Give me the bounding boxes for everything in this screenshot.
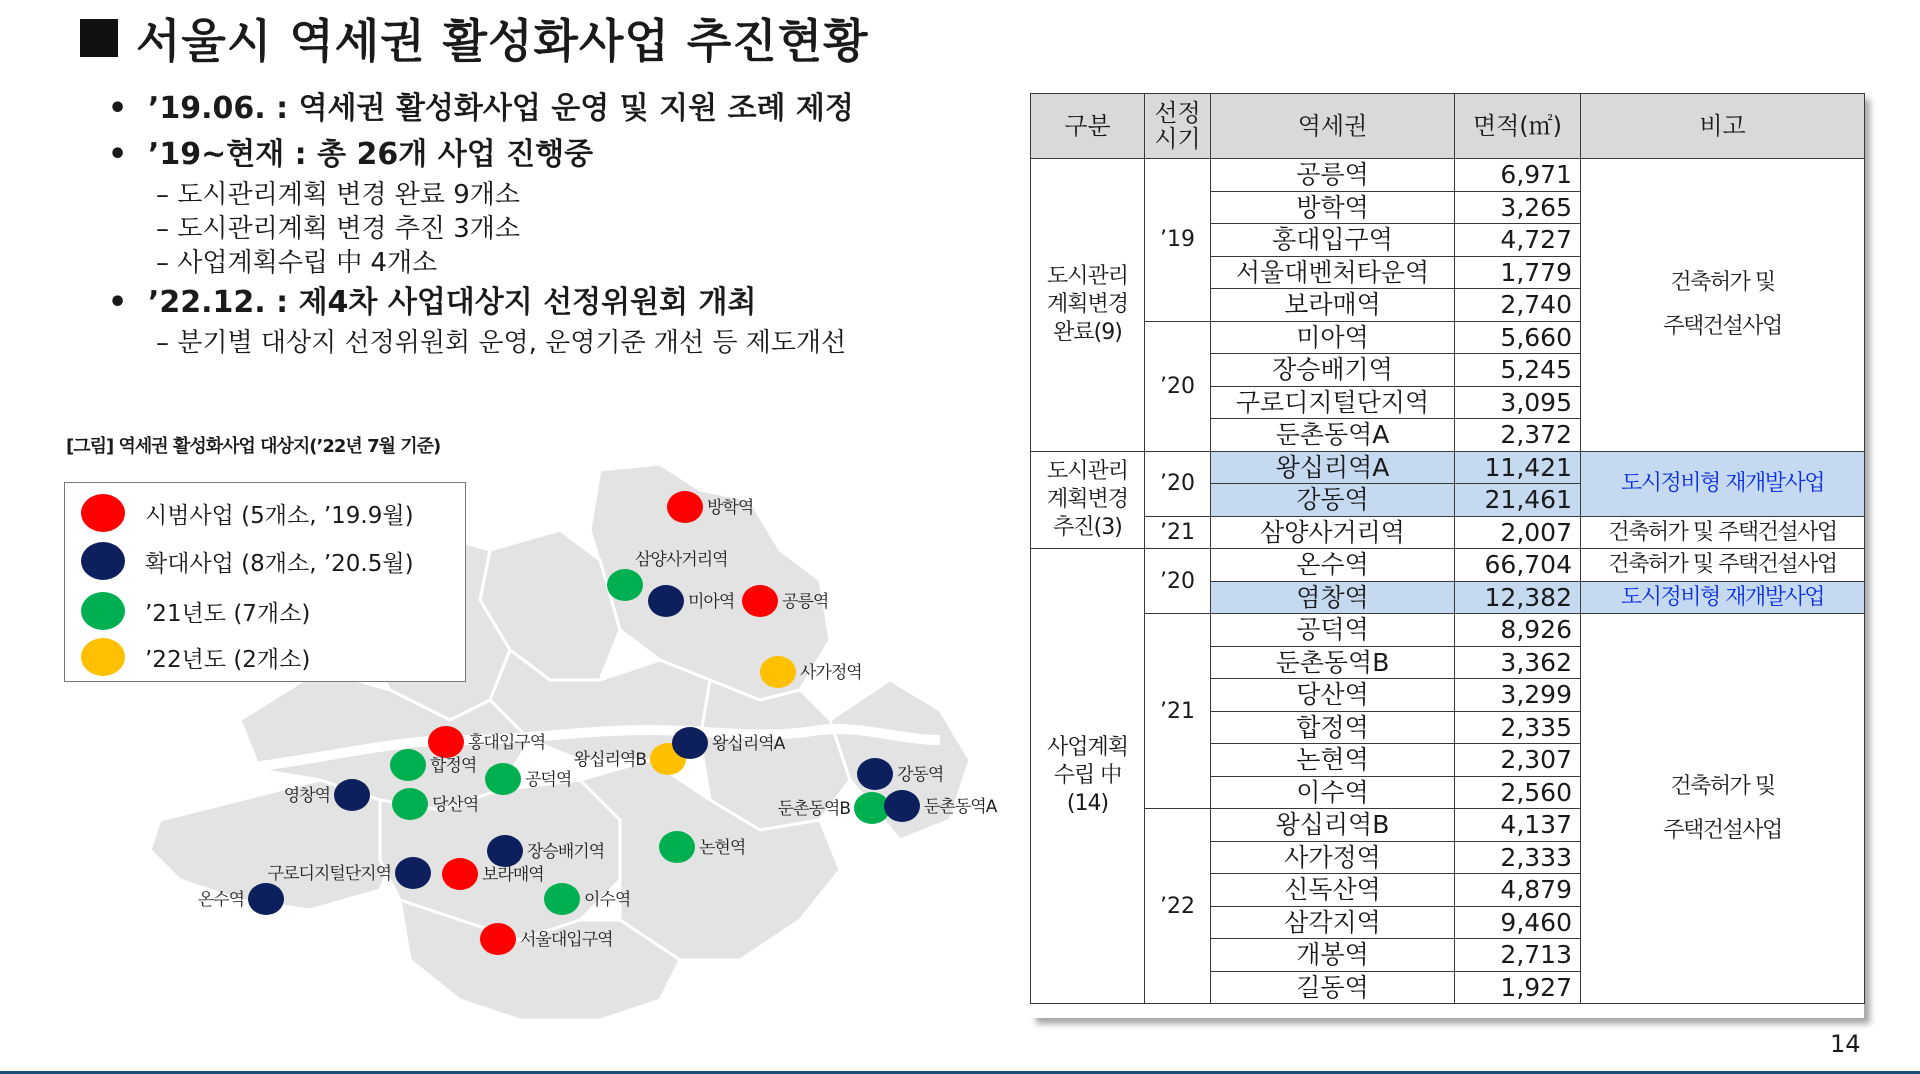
station-label: 홍대입구역 xyxy=(468,733,546,753)
page-number: 14 xyxy=(1830,1030,1861,1058)
note-text: 주택건설사업 xyxy=(1663,817,1782,843)
area-cell: 2,007 xyxy=(1455,516,1581,549)
area-cell: 12,382 xyxy=(1455,581,1581,614)
station-cell: 당산역 xyxy=(1211,679,1455,712)
col-header: 비고 xyxy=(1581,94,1865,159)
legend-label: 시범사업 (5개소, ’19.9월) xyxy=(145,502,414,529)
station-marker xyxy=(392,788,428,820)
bullet-icon: • xyxy=(108,91,128,126)
status-table-wrap xyxy=(1030,93,1864,1018)
bullet-icon: • xyxy=(108,137,128,172)
station-marker xyxy=(487,835,523,867)
note-text: 건축허가 및 xyxy=(1670,773,1775,799)
area-cell: 4,879 xyxy=(1455,874,1581,907)
station-cell: 삼양사거리역 xyxy=(1211,516,1455,549)
area-cell: 8,926 xyxy=(1455,614,1581,647)
sub-bullet: – 도시관리계획 변경 추진 3개소 xyxy=(156,214,520,244)
station-cell: 길동역 xyxy=(1211,971,1455,1004)
station-cell: 홍대입구역 xyxy=(1211,224,1455,257)
legend-navy-dot-icon xyxy=(81,542,125,580)
legend-item xyxy=(81,491,414,535)
station-label: 논현역 xyxy=(699,838,746,858)
area-cell: 5,660 xyxy=(1455,321,1581,354)
year-cell: ’21 xyxy=(1145,516,1211,549)
station-marker xyxy=(334,779,370,811)
legend-red-dot-icon xyxy=(81,494,125,532)
area-cell: 2,333 xyxy=(1455,841,1581,874)
table-row xyxy=(1031,516,1865,549)
legend-label: ’22년도 (2개소) xyxy=(145,646,311,673)
station-marker xyxy=(390,749,426,781)
station-cell: 합정역 xyxy=(1211,711,1455,744)
station-cell: 방학역 xyxy=(1211,191,1455,224)
legend-label: 확대사업 (8개소, ’20.5월) xyxy=(145,550,414,577)
legend-item xyxy=(81,635,310,679)
station-marker xyxy=(248,883,284,915)
legend-yellow-dot-icon xyxy=(81,638,125,676)
station-cell: 개봉역 xyxy=(1211,939,1455,972)
area-cell: 2,335 xyxy=(1455,711,1581,744)
area-cell: 3,265 xyxy=(1455,191,1581,224)
note-cell: 도시정비형 재개발사업 xyxy=(1581,581,1865,614)
sub-bullet: – 사업계획수립 中 4개소 xyxy=(156,248,438,278)
area-cell: 5,245 xyxy=(1455,354,1581,387)
sub-bullet: – 분기별 대상지 선정위원회 운영, 운영기준 개선 등 제도개선 xyxy=(156,328,847,358)
category-cell: 도시관리 계획변경 추진(3) xyxy=(1031,451,1145,549)
area-cell: 3,299 xyxy=(1455,679,1581,712)
area-cell: 4,727 xyxy=(1455,224,1581,257)
station-cell: 왕십리역B xyxy=(1211,809,1455,842)
station-label: 강동역 xyxy=(897,765,944,785)
station-label: 이수역 xyxy=(584,890,631,910)
bullet-list xyxy=(108,86,988,360)
year-cell: ’19 xyxy=(1145,159,1211,322)
station-marker xyxy=(659,831,695,863)
station-marker xyxy=(428,726,464,758)
col-header: 선정 시기 xyxy=(1145,94,1211,159)
station-cell: 신독산역 xyxy=(1211,874,1455,907)
station-label: 서울대입구역 xyxy=(520,930,613,950)
station-cell: 공릉역 xyxy=(1211,159,1455,192)
station-marker xyxy=(395,857,431,889)
category-cell: 사업계획 수립 中 (14) xyxy=(1031,549,1145,1004)
area-cell: 2,372 xyxy=(1455,419,1581,452)
station-label: 왕십리역B xyxy=(573,750,646,770)
station-label: 삼양사거리역 xyxy=(635,550,728,570)
table-row xyxy=(1031,159,1865,192)
station-label: 공덕역 xyxy=(525,770,572,790)
station-cell: 온수역 xyxy=(1211,549,1455,582)
station-cell: 구로디지털단지역 xyxy=(1211,386,1455,419)
station-cell: 둔촌동역A xyxy=(1211,419,1455,452)
col-header: 역세권 xyxy=(1211,94,1455,159)
map-legend xyxy=(64,482,466,682)
station-cell: 강동역 xyxy=(1211,484,1455,517)
bullet-item xyxy=(108,280,988,326)
station-label: 사가정역 xyxy=(800,663,862,683)
area-cell: 6,971 xyxy=(1455,159,1581,192)
station-marker xyxy=(480,923,516,955)
note-cell xyxy=(1581,614,1865,1004)
station-label: 합정역 xyxy=(430,756,477,776)
area-cell: 3,362 xyxy=(1455,646,1581,679)
station-cell: 논현역 xyxy=(1211,744,1455,777)
note-cell: 건축허가 및 주택건설사업 xyxy=(1581,516,1865,549)
station-marker xyxy=(884,790,920,822)
station-label: 당산역 xyxy=(432,795,479,815)
note-text: 주택건설사업 xyxy=(1663,313,1782,339)
station-marker xyxy=(648,585,684,617)
area-cell: 1,779 xyxy=(1455,256,1581,289)
year-cell: ’20 xyxy=(1145,451,1211,516)
bullet-text: ’19.06. : 역세권 활성화사업 운영 및 지원 조례 제정 xyxy=(148,91,854,126)
area-cell: 4,137 xyxy=(1455,809,1581,842)
bullet-text: ’22.12. : 제4차 사업대상지 선정위원회 개최 xyxy=(148,285,757,320)
station-cell: 둔촌동역B xyxy=(1211,646,1455,679)
area-cell: 21,461 xyxy=(1455,484,1581,517)
sub-bullet: – 도시관리계획 변경 완료 9개소 xyxy=(156,180,520,210)
table-row xyxy=(1031,614,1865,647)
station-cell: 미아역 xyxy=(1211,321,1455,354)
title-square-icon xyxy=(80,19,118,57)
station-cell: 왕십리역A xyxy=(1211,451,1455,484)
note-cell: 도시정비형 재개발사업 xyxy=(1581,451,1865,516)
station-marker xyxy=(607,569,643,601)
table-header-row xyxy=(1031,94,1865,159)
col-header: 구분 xyxy=(1031,94,1145,159)
station-cell: 삼각지역 xyxy=(1211,906,1455,939)
map-caption: [그림] 역세권 활성화사업 대상지(’22년 7월 기준) xyxy=(66,436,441,457)
page-title: 서울시 역세권 활성화사업 추진현황 xyxy=(136,14,869,68)
area-cell: 2,560 xyxy=(1455,776,1581,809)
station-label: 보라매역 xyxy=(482,865,544,885)
area-cell: 2,713 xyxy=(1455,939,1581,972)
category-cell: 도시관리 계획변경 완료(9) xyxy=(1031,159,1145,452)
station-cell: 서울대벤처타운역 xyxy=(1211,256,1455,289)
station-label: 둔촌동역B xyxy=(777,799,850,819)
status-table xyxy=(1030,93,1865,1004)
station-label: 영창역 xyxy=(283,786,330,806)
station-cell: 사가정역 xyxy=(1211,841,1455,874)
station-label: 구로디지털단지역 xyxy=(267,864,391,884)
station-marker xyxy=(544,883,580,915)
table-row xyxy=(1031,549,1865,582)
station-label: 공릉역 xyxy=(782,592,829,612)
station-label: 방학역 xyxy=(707,498,754,518)
area-cell: 2,740 xyxy=(1455,289,1581,322)
area-cell: 2,307 xyxy=(1455,744,1581,777)
station-marker xyxy=(672,727,708,759)
table-row xyxy=(1031,451,1865,484)
station-cell: 보라매역 xyxy=(1211,289,1455,322)
note-text: 건축허가 및 xyxy=(1670,269,1775,295)
area-cell: 9,460 xyxy=(1455,906,1581,939)
station-marker xyxy=(485,763,521,795)
station-label: 장승배기역 xyxy=(527,842,605,862)
station-label: 온수역 xyxy=(197,890,244,910)
station-cell: 염창역 xyxy=(1211,581,1455,614)
note-cell: 건축허가 및 주택건설사업 xyxy=(1581,549,1865,582)
station-marker xyxy=(857,758,893,790)
title-block xyxy=(80,8,869,68)
station-marker xyxy=(667,491,703,523)
legend-item xyxy=(81,539,414,583)
area-cell: 66,704 xyxy=(1455,549,1581,582)
station-label: 왕십리역A xyxy=(712,734,785,754)
station-cell: 공덕역 xyxy=(1211,614,1455,647)
year-cell: ’20 xyxy=(1145,549,1211,614)
legend-green-dot-icon xyxy=(81,592,125,630)
station-marker xyxy=(760,656,796,688)
area-cell: 11,421 xyxy=(1455,451,1581,484)
station-label: 미아역 xyxy=(688,592,735,612)
year-cell: ’22 xyxy=(1145,809,1211,1004)
legend-label: ’21년도 (7개소) xyxy=(145,600,311,627)
station-marker xyxy=(442,858,478,890)
note-cell xyxy=(1581,159,1865,452)
year-cell: ’20 xyxy=(1145,321,1211,451)
year-cell: ’21 xyxy=(1145,614,1211,809)
area-cell: 3,095 xyxy=(1455,386,1581,419)
station-label: 둔촌동역A xyxy=(924,797,997,817)
station-cell: 장승배기역 xyxy=(1211,354,1455,387)
station-marker xyxy=(742,585,778,617)
col-header: 면적(㎡) xyxy=(1455,94,1581,159)
area-cell: 1,927 xyxy=(1455,971,1581,1004)
bullet-icon: • xyxy=(108,285,128,320)
bullet-item xyxy=(108,132,988,178)
bullet-item xyxy=(108,86,988,132)
legend-item xyxy=(81,589,310,633)
station-cell: 이수역 xyxy=(1211,776,1455,809)
bullet-text: ’19~현재 : 총 26개 사업 진행중 xyxy=(148,137,594,172)
